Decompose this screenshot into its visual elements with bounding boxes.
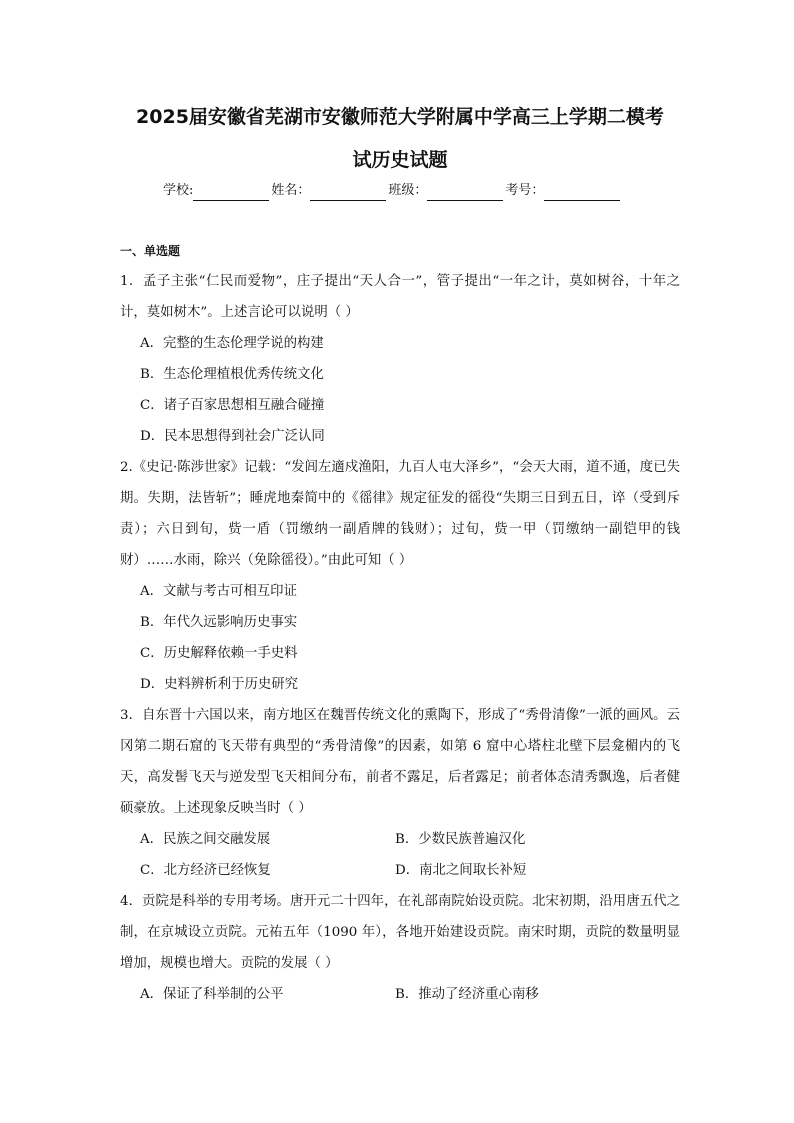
student-info-line bbox=[163, 181, 643, 201]
question-stem: 4．贡院是科举的专用考场。唐开元二十四年，在礼部南院始设贡院。北宋初期，沿用唐五代之制，在京城设立贡院。元祐五年（1090 年），各地开始建设贡院。南宋时期，贡院的数量明显增加，规模也增大。贡院的发展（ ） bbox=[120, 894, 680, 971]
option-a[interactable]: A．完整的生态伦理学说的构建 bbox=[140, 336, 324, 351]
info-name-label: 姓名： bbox=[271, 183, 311, 198]
option-c[interactable]: C．历史解释依赖一手史料 bbox=[140, 646, 298, 661]
option-a[interactable]: A．文献与考古可相互印证 bbox=[140, 584, 297, 599]
question-3 bbox=[120, 700, 680, 886]
option-row bbox=[120, 855, 680, 886]
questions-content bbox=[120, 266, 680, 1010]
option-c[interactable]: C．诸子百家思想相互融合碰撞 bbox=[140, 398, 325, 413]
option-d[interactable]: D．民本思想得到社会广泛认同 bbox=[140, 429, 325, 444]
info-exam-number bbox=[505, 181, 622, 201]
option-b[interactable]: B．少数民族普遍汉化 bbox=[395, 832, 526, 847]
info-school bbox=[163, 181, 271, 201]
info-class-label: 班级： bbox=[388, 183, 428, 198]
option-c[interactable]: C．北方经济已经恢复 bbox=[140, 863, 271, 878]
question-1 bbox=[120, 266, 680, 452]
info-class-blank[interactable] bbox=[427, 186, 503, 201]
section-heading: 一、单选题 bbox=[120, 244, 181, 258]
option-row bbox=[120, 824, 680, 855]
info-name bbox=[271, 181, 388, 201]
question-2 bbox=[120, 452, 680, 700]
option-b[interactable]: B．推动了经济重心南移 bbox=[395, 987, 539, 1002]
option-a[interactable]: A．保证了科举制的公平 bbox=[140, 987, 284, 1002]
info-school-blank[interactable] bbox=[193, 186, 269, 201]
info-school-label: 学校: bbox=[163, 183, 194, 198]
info-name-blank[interactable] bbox=[310, 186, 386, 201]
exam-title-line2: 试历史试题 bbox=[352, 149, 448, 171]
question-stem: 2.《史记·陈涉世家》记载：“发闾左適戍渔阳，九百人屯大泽乡”，“会天大雨，道不通，度已失期。失期，法皆斩”；睡虎地秦简中的《徭律》规定征发的徭役“失期三日到五日，谇（受到斥责）；六日到旬，赀一盾（罚缴纳一副盾牌的钱财）；过旬，赀一甲（罚缴纳一副铠甲的钱财）……水雨，除兴（免除徭役）。”由此可知（ ） bbox=[120, 460, 680, 568]
option-row bbox=[120, 979, 680, 1010]
option-b[interactable]: B．年代久远影响历史事实 bbox=[140, 615, 298, 630]
option-d[interactable]: D．南北之间取长补短 bbox=[395, 863, 527, 878]
option-d[interactable]: D．史料辨析利于历史研究 bbox=[140, 677, 299, 692]
info-exam-number-label: 考号： bbox=[505, 183, 545, 198]
option-b[interactable]: B．生态伦理植根优秀传统文化 bbox=[140, 367, 324, 382]
question-stem: 3．自东晋十六国以来，南方地区在魏晋传统文化的熏陶下，形成了“秀骨清像”一派的画风。云冈第二期石窟的飞天带有典型的“秀骨清像”的因素，如第 6 窟中心塔柱北壁下层龛楣内的飞天，高发髻飞天与逆发型飞天相间分布，前者不露足，后者露足；前者体态清秀飘逸，后者健硕豪放。上述现象反映当时（ ） bbox=[120, 708, 680, 816]
info-class bbox=[388, 181, 505, 201]
question-stem: 1．孟子主张“仁民而爱物”，庄子提出“天人合一”，管子提出“一年之计，莫如树谷，十年之计，莫如树木”。上述言论可以说明（ ） bbox=[120, 274, 680, 320]
info-exam-number-blank[interactable] bbox=[544, 186, 620, 201]
option-a[interactable]: A．民族之间交融发展 bbox=[140, 832, 271, 847]
exam-title-line1: 2025届安徽省芜湖市安徽师范大学附属中学高三上学期二模考 bbox=[136, 106, 664, 128]
question-4 bbox=[120, 886, 680, 1010]
